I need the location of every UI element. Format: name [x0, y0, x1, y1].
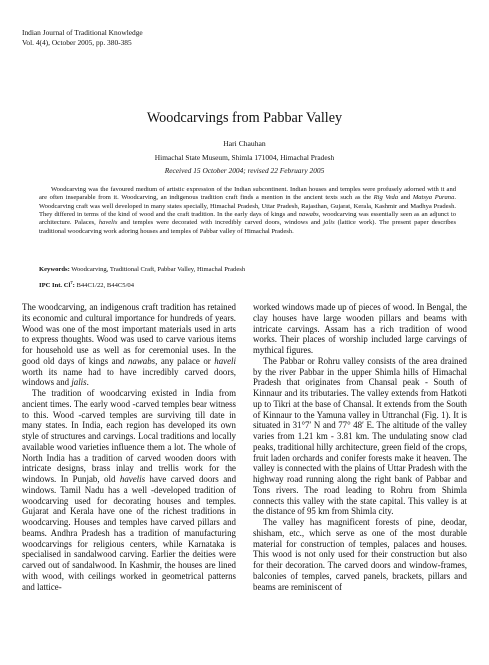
- received-dates: Received 15 October 2004; revised 22 February 2005: [164, 166, 325, 175]
- body-italic: jalis: [71, 377, 87, 388]
- abstract-italic: Matsya Purana: [412, 194, 455, 202]
- body-column-left: [22, 302, 236, 592]
- keywords: [39, 266, 456, 273]
- body-column-right: [253, 302, 467, 592]
- journal-volume: Vol. 4(4), October 2005, pp. 380-385: [22, 37, 132, 47]
- body-paragraph: [22, 302, 236, 388]
- abstract-text: (lattice work). The present paper describes traditional woodcarving work adoring houses and temples of Pabbar valley of Himachal Pradesh.: [39, 219, 456, 235]
- ipc-label: IPC Int. Cl: [39, 282, 71, 290]
- abstract-italic: Rig Veda: [373, 194, 399, 202]
- abstract: [39, 186, 456, 236]
- ipc-colon: :: [72, 282, 75, 290]
- journal-header: [22, 28, 143, 47]
- body-text: , any palace or: [155, 355, 215, 366]
- author-affiliation: Himachal State Museum, Shimla 171004, Himachal Pradesh: [154, 153, 335, 162]
- body-text: The woodcarving, an indigenous craft tradition has retained its economic and cultural importance for hundreds of years. Wood was one of the most important materials used in arts to express thoughts. Wood was used to carve various items for household use as well as for ceremonial uses. In the good old days of kings and: [22, 302, 236, 366]
- body-text: have carved doors and windows. Tamil Nadu has a well -developed tradition of woodcarving used for decorating houses and temples. Gujarat and Kerala have one of the richest traditions in woodcarving. Houses and temples have carved pillars and beams. Andhra Pradesh has a tradition of manufacturing woodcarvings for religious centers, while Karnataka is specialised in sandalwood carving. Earlier the deities were carved out of sandalwood. In Kashmir, the houses are lined with wood, with ceilings worked in geometrical patterns and lattice-: [22, 474, 237, 592]
- keywords-text: Woodcarving, Traditional Craft, Pabbar Valley, Himachal Pradesh: [69, 266, 246, 273]
- author-name: Hari Chauhan: [223, 139, 266, 148]
- body-italic: havelis: [119, 474, 146, 484]
- ipc-codes: B44C1/22, B44C5/04: [74, 282, 134, 290]
- body-italic: nawabs: [127, 355, 156, 366]
- abstract-text: . Woodcarving craft was well developed in many states specially, Himachal Pradesh, Uttar Pradesh, Rajasthan, Gujarat, Kerala, Kashmir and Madhya Pradesh. They differed in terms of the kind of wood and the craft tradition. In the early days of kings and: [39, 194, 456, 219]
- ipc-sup: 7: [70, 280, 73, 285]
- abstract-text: and temples were decorated with incredibly carved doors, windows and: [117, 219, 324, 227]
- body-paragraph: worked windows made up of pieces of wood. In Bengal, the clay houses have large wooden pillars and beams with intricate carvings. Assam has a rich tradition of wood works. Their places of worship included large carvings of mythical figures.: [253, 302, 467, 355]
- abstract-italic: havelis: [98, 219, 118, 227]
- body-text: The tradition of woodcarving existed in India from ancient times. The early wood -carved temples bear witness to this. Wood -carved temples are surviving till date in many states. In India, each region has developed its own style of structures and carvings. Local traditions and locally available wood varieties influence them a lot. The whole of North India has a tradition of carved wooden doors with intricate designs, brass inlay and trellis work for the windows. In Punjab, old: [22, 388, 236, 484]
- body-paragraph: The valley has magnificent forests of pine, deodar, shisham, etc., which serve as one of the most durable material for construction of temples, palaces and houses. This wood is not only used for their construction but also for their decoration. The carved doors and window-frames, balconies of temples, carved panels, brackets, pillars and beams are reminiscent of: [253, 517, 467, 592]
- body-text: worth its name had to have incredibly carved doors, windows and: [22, 366, 236, 388]
- body-paragraph: The Pabbar or Rohru valley consists of the area drained by the river Pabbar in the upper Shimla hills of Himachal Pradesh that originates from Chansal peak - South of Kinnaur and its tributaries. The valley extends from Hatkoti up to Tikri at the base of Chansal. It extends from the South of Kinnaur to the Yamuna valley in Uttranchal (Fig. 1). It is situated in 31°7′ N and 77° 48′ E. The altitude of the valley varies from 1.21 km - 3.81 km. The undulating snow clad peaks, traditional hilly architecture, green field of the crops, fruit laden orchards and conifer forests make it heaven. The valley is connected with the plains of Uttar Pradesh with the highway road running along the right bank of Pabbar and Tons rivers. The road leading to Rohru from Shimla connects this valley with the state capital. This valley is at the distance of 95 km from Shimla city.: [253, 355, 467, 517]
- ipc-classification: [39, 280, 134, 289]
- body-paragraph: [22, 388, 236, 592]
- body-italic: haveli: [214, 355, 236, 366]
- journal-name: Indian Journal of Traditional Knowledge: [22, 28, 143, 37]
- article-title: Woodcarvings from Pabbar Valley: [146, 110, 343, 126]
- abstract-text: and: [398, 194, 413, 202]
- abstract-text: , woodcarving was essentially seen as an adjunct to architecture. Palaces,: [39, 211, 456, 227]
- keywords-label: Keywords:: [39, 266, 70, 273]
- body-text: .: [86, 377, 89, 388]
- abstract-text: Woodcarving was the favoured medium of artistic expression of the Indian subcontinent. Indian houses and temples were profusely adorned with it and are often inseparable from it. Woodcarving, an indigenous tradition craft finds a mention in the ancient texts such as the: [39, 186, 456, 202]
- abstract-italic: nawabs: [298, 211, 319, 219]
- abstract-italic: jalis: [323, 219, 335, 227]
